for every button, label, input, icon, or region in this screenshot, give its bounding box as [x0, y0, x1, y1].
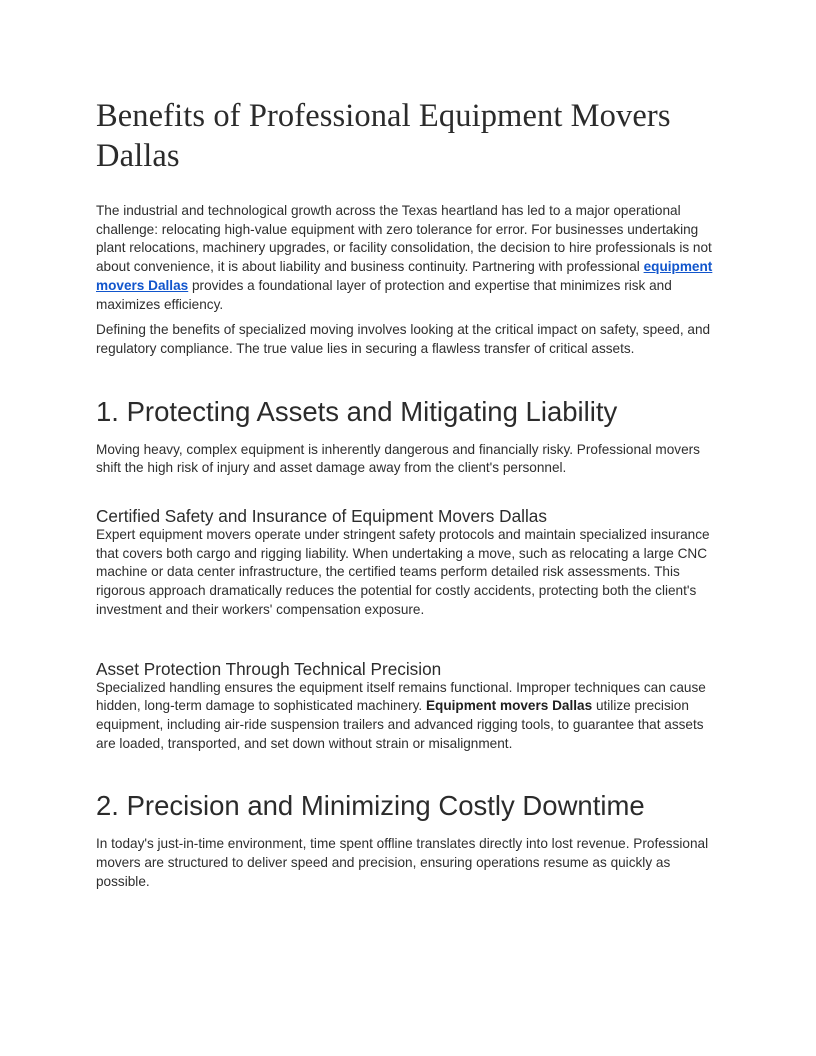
section-1-heading: 1. Protecting Assets and Mitigating Liability: [96, 395, 618, 427]
spacer: [96, 366, 722, 395]
subsection-1-body: Expert equipment movers operate under stringent safety protocols and maintain specialized insurance that covers both cargo and rigging liability. When undertaking a move, such as relocating a large CNC machine or data center infrastructure, the certified teams perform detailed risk assessments. This rigorous approach dramatically reduces the potential for costly accidents, protecting both the client's investment and their workers' compensation exposure.: [96, 527, 710, 617]
section-1-intro: Moving heavy, complex equipment is inherently dangerous and financially risky. Professional movers shift the high risk of injury and asset damage away from the client's personnel.: [96, 441, 700, 476]
spacer: [96, 627, 722, 659]
section-2-heading: 2. Precision and Minimizing Costly Downtime: [96, 790, 645, 822]
subsection-2-body: [96, 679, 722, 754]
intro-paragraph-2: Defining the benefits of specialized moving involves looking at the critical impact on safety, speed, and regulatory compliance. The true value lies in securing a flawless transfer of critical assets.: [96, 322, 711, 356]
section-2-intro: In today's just-in-time environment, time spent offline translates directly into lost revenue. Professional movers are structured to deliver speed and precision, ensuring operations resume as quickly as possible.: [96, 836, 709, 889]
subsection-2-text-start: Specialized handling ensures the equipment itself remains functional. Improper techniques can cause hidden, long-term damage to sophisticated machinery.: [96, 679, 706, 714]
intro-text-end: provides a foundational layer of protection and expertise that minimizes risk and maximizes efficiency.: [96, 277, 672, 312]
subsection-2-heading: Asset Protection Through Technical Precision: [96, 658, 442, 679]
equipment-movers-dallas-link[interactable]: equipment movers Dallas: [96, 259, 713, 293]
document-page: [96, 96, 722, 898]
intro-paragraph-1: [96, 202, 722, 314]
subsection-1-heading: Certified Safety and Insurance of Equipment Movers Dallas: [96, 506, 547, 527]
intro-text-start: The industrial and technological growth across the Texas heartland has led to a major operational challenge: relocating high-value equipment with zero tolerance for error. For businesses undertaking plant relocations, machinery upgrades, or facility consolidation, the decision to hire professionals is not about convenience, it is about liability and business continuity. Partnering with professional: [96, 203, 712, 275]
document-title: Benefits of Professional Equipment Movers Dallas: [96, 98, 671, 174]
subsection-2-text-end: utilize precision equipment, including air-ride suspension trailers and advanced rigging tools, to guarantee that assets are loaded, transported, and set down without strain or misalignment.: [96, 698, 704, 751]
spacer: [96, 760, 722, 789]
spacer: [96, 485, 722, 506]
equipment-movers-dallas-bold: Equipment movers Dallas: [425, 698, 593, 714]
